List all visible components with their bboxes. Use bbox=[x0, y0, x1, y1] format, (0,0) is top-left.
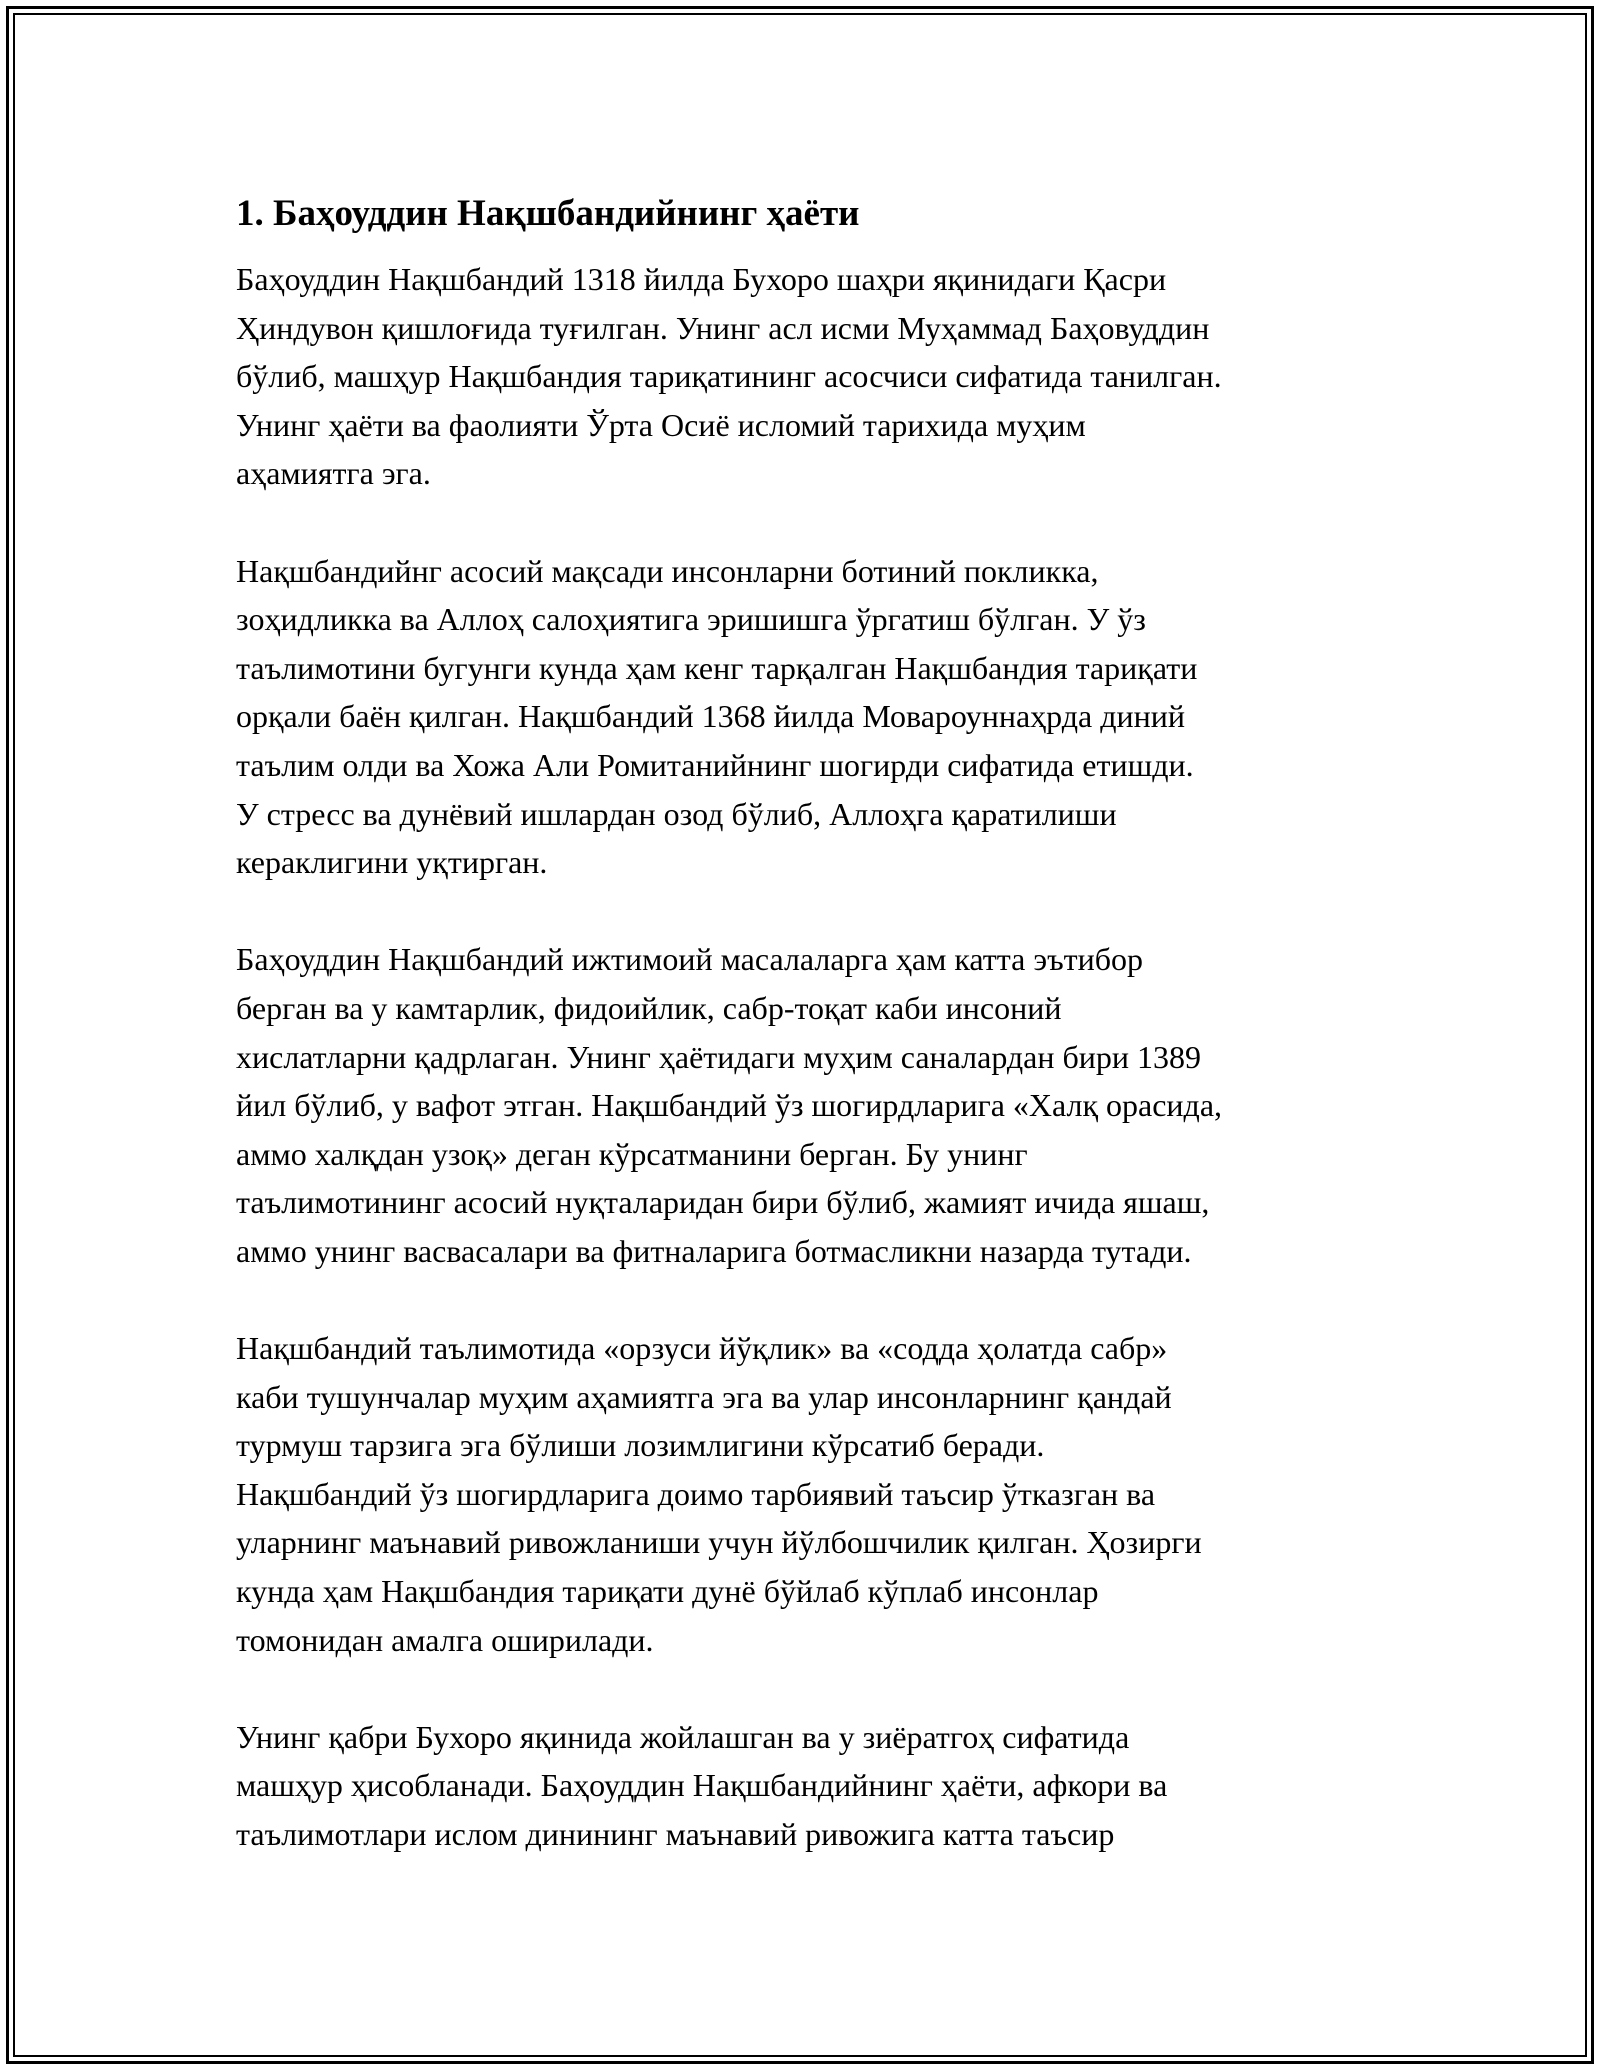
paragraph-1 bbox=[236, 255, 1386, 498]
paragraph-line: Нақшбандийнг асосий мақсади инсонларни ботиний покликка, bbox=[236, 552, 1099, 589]
paragraph-line: кераклигини уқтирган. bbox=[236, 844, 548, 881]
paragraph-2 bbox=[236, 547, 1386, 887]
paragraph-line: таълим олди ва Хожа Али Ромитанийнинг шогирди сифатида етишди. bbox=[236, 746, 1194, 783]
paragraph-line: зоҳидликка ва Аллоҳ салоҳиятига эришишга ўргатиш бўлган. У ўз bbox=[236, 601, 1146, 638]
paragraph-3 bbox=[236, 935, 1386, 1275]
paragraph-line: Баҳоуддин Нақшбандий ижтимоий масалаларга ҳам катта эътибор bbox=[236, 941, 1144, 978]
paragraph-4 bbox=[236, 1324, 1386, 1664]
paragraph-line: Нақшбандий таълимотида «орзуси йўқлик» ва «содда ҳолатда сабр» bbox=[236, 1330, 1168, 1367]
paragraph-line: Унинг ҳаёти ва фаолияти Ўрта Осиё исломий тарихида муҳим bbox=[236, 406, 1086, 443]
paragraph-line: берган ва у камтарлик, фидоийлик, сабр-тоқат каби инсоний bbox=[236, 989, 1062, 1026]
paragraph-line: хислатларни қадрлаган. Унинг ҳаётидаги муҳим саналардан бири 1389 bbox=[236, 1038, 1202, 1075]
paragraph-line: йил бўлиб, у вафот этган. Нақшбандий ўз шогирдларига «Халқ орасида, bbox=[236, 1087, 1223, 1124]
paragraph-line: Унинг қабри Бухоро яқинида жойлашган ва у зиёратгоҳ сифатида bbox=[236, 1718, 1130, 1755]
paragraph-line: аҳамиятга эга. bbox=[236, 455, 431, 492]
paragraph-line: каби тушунчалар муҳим аҳамиятга эга ва улар инсонларнинг қандай bbox=[236, 1378, 1172, 1415]
paragraph-line: таълимотлари ислом динининг маънавий ривожига катта таъсир bbox=[236, 1816, 1115, 1852]
paragraph-line: кунда ҳам Нақшбандия тариқати дунё бўйлаб кўплаб инсонлар bbox=[236, 1573, 1099, 1610]
paragraph-line: уларнинг маънавий ривожланиши учун йўлбошчилик қилган. Ҳозирги bbox=[236, 1524, 1202, 1561]
paragraph-line: бўлиб, машҳур Нақшбандия тариқатининг асосчиси сифатида танилган. bbox=[236, 358, 1222, 395]
paragraph-line: томонидан амалга оширилади. bbox=[236, 1621, 654, 1658]
paragraph-line: машҳур ҳисобланади. Баҳоуддин Нақшбандийнинг ҳаёти, афкори ва bbox=[236, 1767, 1168, 1804]
paragraph-line: турмуш тарзига эга бўлиши лозимлигини кўрсатиб беради. bbox=[236, 1427, 1045, 1464]
paragraph-line: таълимотини бугунги кунда ҳам кенг тарқалган Нақшбандия тариқати bbox=[236, 649, 1198, 686]
paragraph-line: Баҳоуддин Нақшбандий 1318 йилда Бухоро шаҳри яқинидаги Қасри bbox=[236, 261, 1167, 297]
paragraph-line: аммо унинг васвасалари ва фитналарига ботмасликни назарда тутади. bbox=[236, 1232, 1192, 1269]
section-heading: 1. Баҳоуддин Нақшбандийнинг ҳаёти bbox=[236, 193, 860, 234]
paragraph-line: орқали баён қилган. Нақшбандий 1368 йилда Мовароуннаҳрда диний bbox=[236, 698, 1185, 735]
paragraph-line: Ҳиндувон қишлоғида туғилган. Унинг асл исми Муҳаммад Баҳовуддин bbox=[236, 309, 1210, 346]
paragraph-line: таълимотининг асосий нуқталаридан бири бўлиб, жамият ичида яшаш, bbox=[236, 1184, 1210, 1221]
paragraph-line: аммо халқдан узоқ» деган кўрсатманини берган. Бу унинг bbox=[236, 1135, 1028, 1172]
paragraph-5 bbox=[236, 1713, 1386, 1859]
paragraph-line: Нақшбандий ўз шогирдларига доимо тарбиявий таъсир ўтказган ва bbox=[236, 1475, 1156, 1512]
paragraph-line: У стресс ва дунёвий ишлардан озод бўлиб, Аллоҳга қаратилиши bbox=[236, 795, 1117, 832]
document-page bbox=[236, 190, 1386, 1907]
